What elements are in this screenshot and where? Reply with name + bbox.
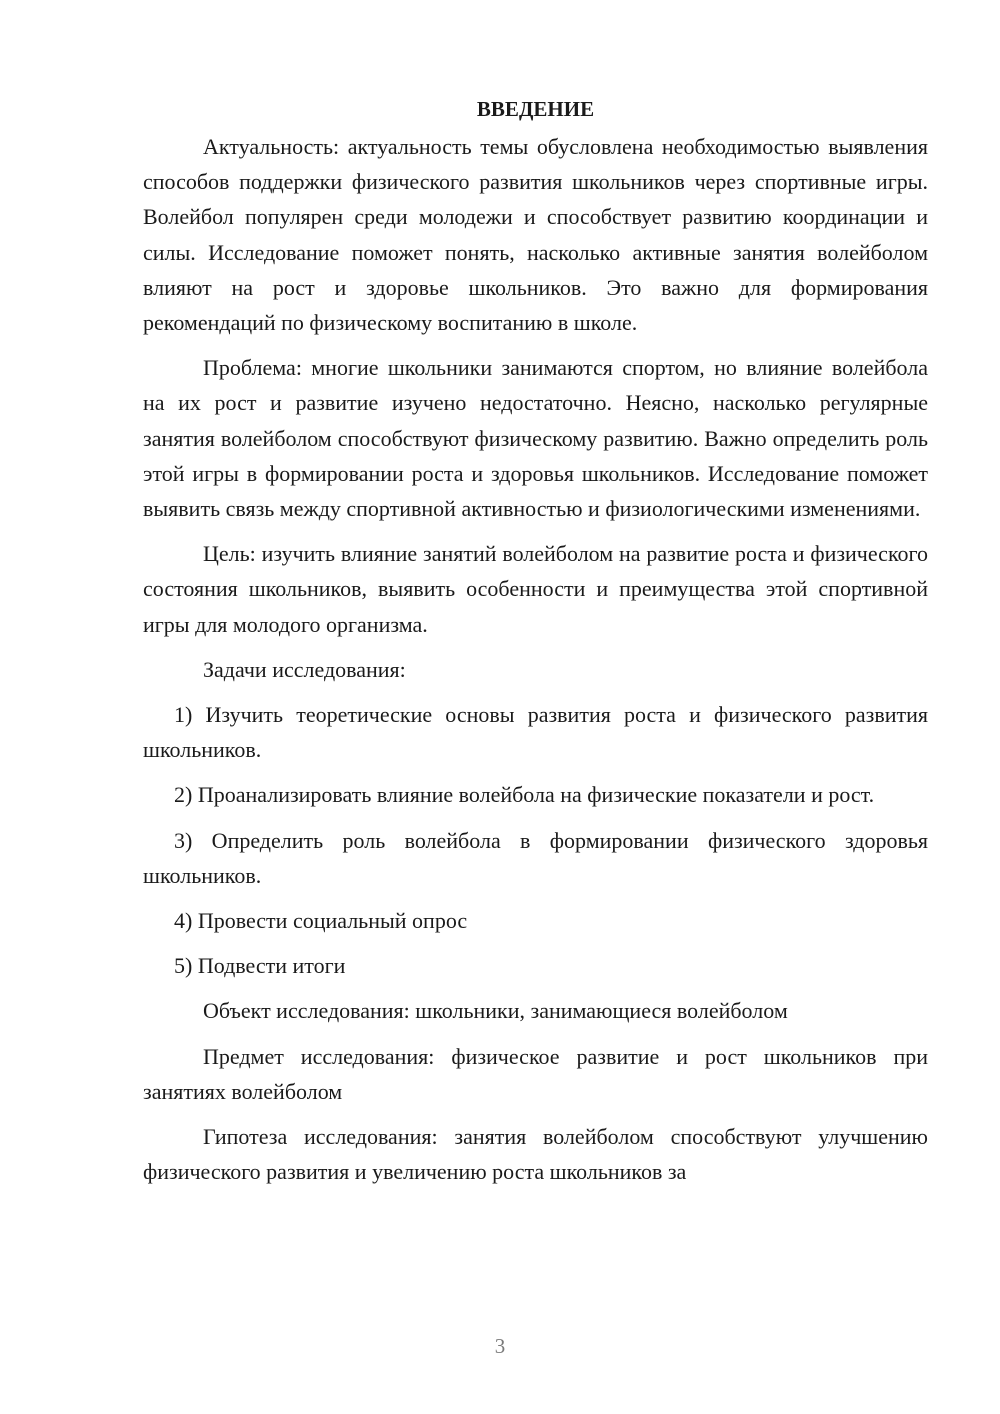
task-item-3: 3) Определить роль волейбола в формировании физического здоровья школьников.	[143, 827, 928, 888]
task-item-2: 2) Проанализировать влияние волейбола на физические показатели и рост.	[174, 782, 875, 808]
task-item-1: 1) Изучить теоретические основы развития роста и физического развития школьников.	[143, 702, 928, 763]
paragraph-object: Объект исследования: школьники, занимающиеся волейболом	[203, 998, 788, 1024]
paragraph-problem: Проблема: многие школьники занимаются спортом, но влияние волейбола на их рост и развитие изучено недостаточно. Неясно, насколько регулярные занятия волейболом способствуют физическому развитию. Важно определить роль этой игры в формировании роста и здоровья школьников. Исследование поможет выявить связь между спортивной активностью и физиологическими изменениями.	[143, 355, 928, 522]
section-heading: ВВЕДЕНИЕ	[476, 97, 595, 121]
paragraph-hypothesis: Гипотеза исследования: занятия волейболом способствуют улучшению физического развития и увеличению роста школьников за	[143, 1124, 928, 1185]
task-item-4: 4) Провести социальный опрос	[174, 908, 468, 934]
task-item-5: 5) Подвести итоги	[174, 953, 346, 979]
paragraph-goal: Цель: изучить влияние занятий волейболом на развитие роста и физического состояния школьников, выявить особенности и преимущества этой спортивной игры для молодого организма.	[143, 541, 928, 637]
paragraph-relevance: Актуальность: актуальность темы обусловлена необходимостью выявления способов поддержки физического развития школьников через спортивные игры. Волейбол популярен среди молодежи и способствует развитию координации и силы. Исследование поможет понять, насколько активные занятия волейболом влияют на рост и здоровье школьников. Это важно для формирования рекомендаций по физическому воспитанию в школе.	[143, 134, 928, 336]
paragraph-subject: Предмет исследования: физическое развитие и рост школьников при занятиях волейболом	[143, 1043, 928, 1104]
page-number: 3	[494, 1334, 506, 1358]
document-page	[143, 92, 928, 1199]
tasks-heading: Задачи исследования:	[203, 656, 406, 682]
